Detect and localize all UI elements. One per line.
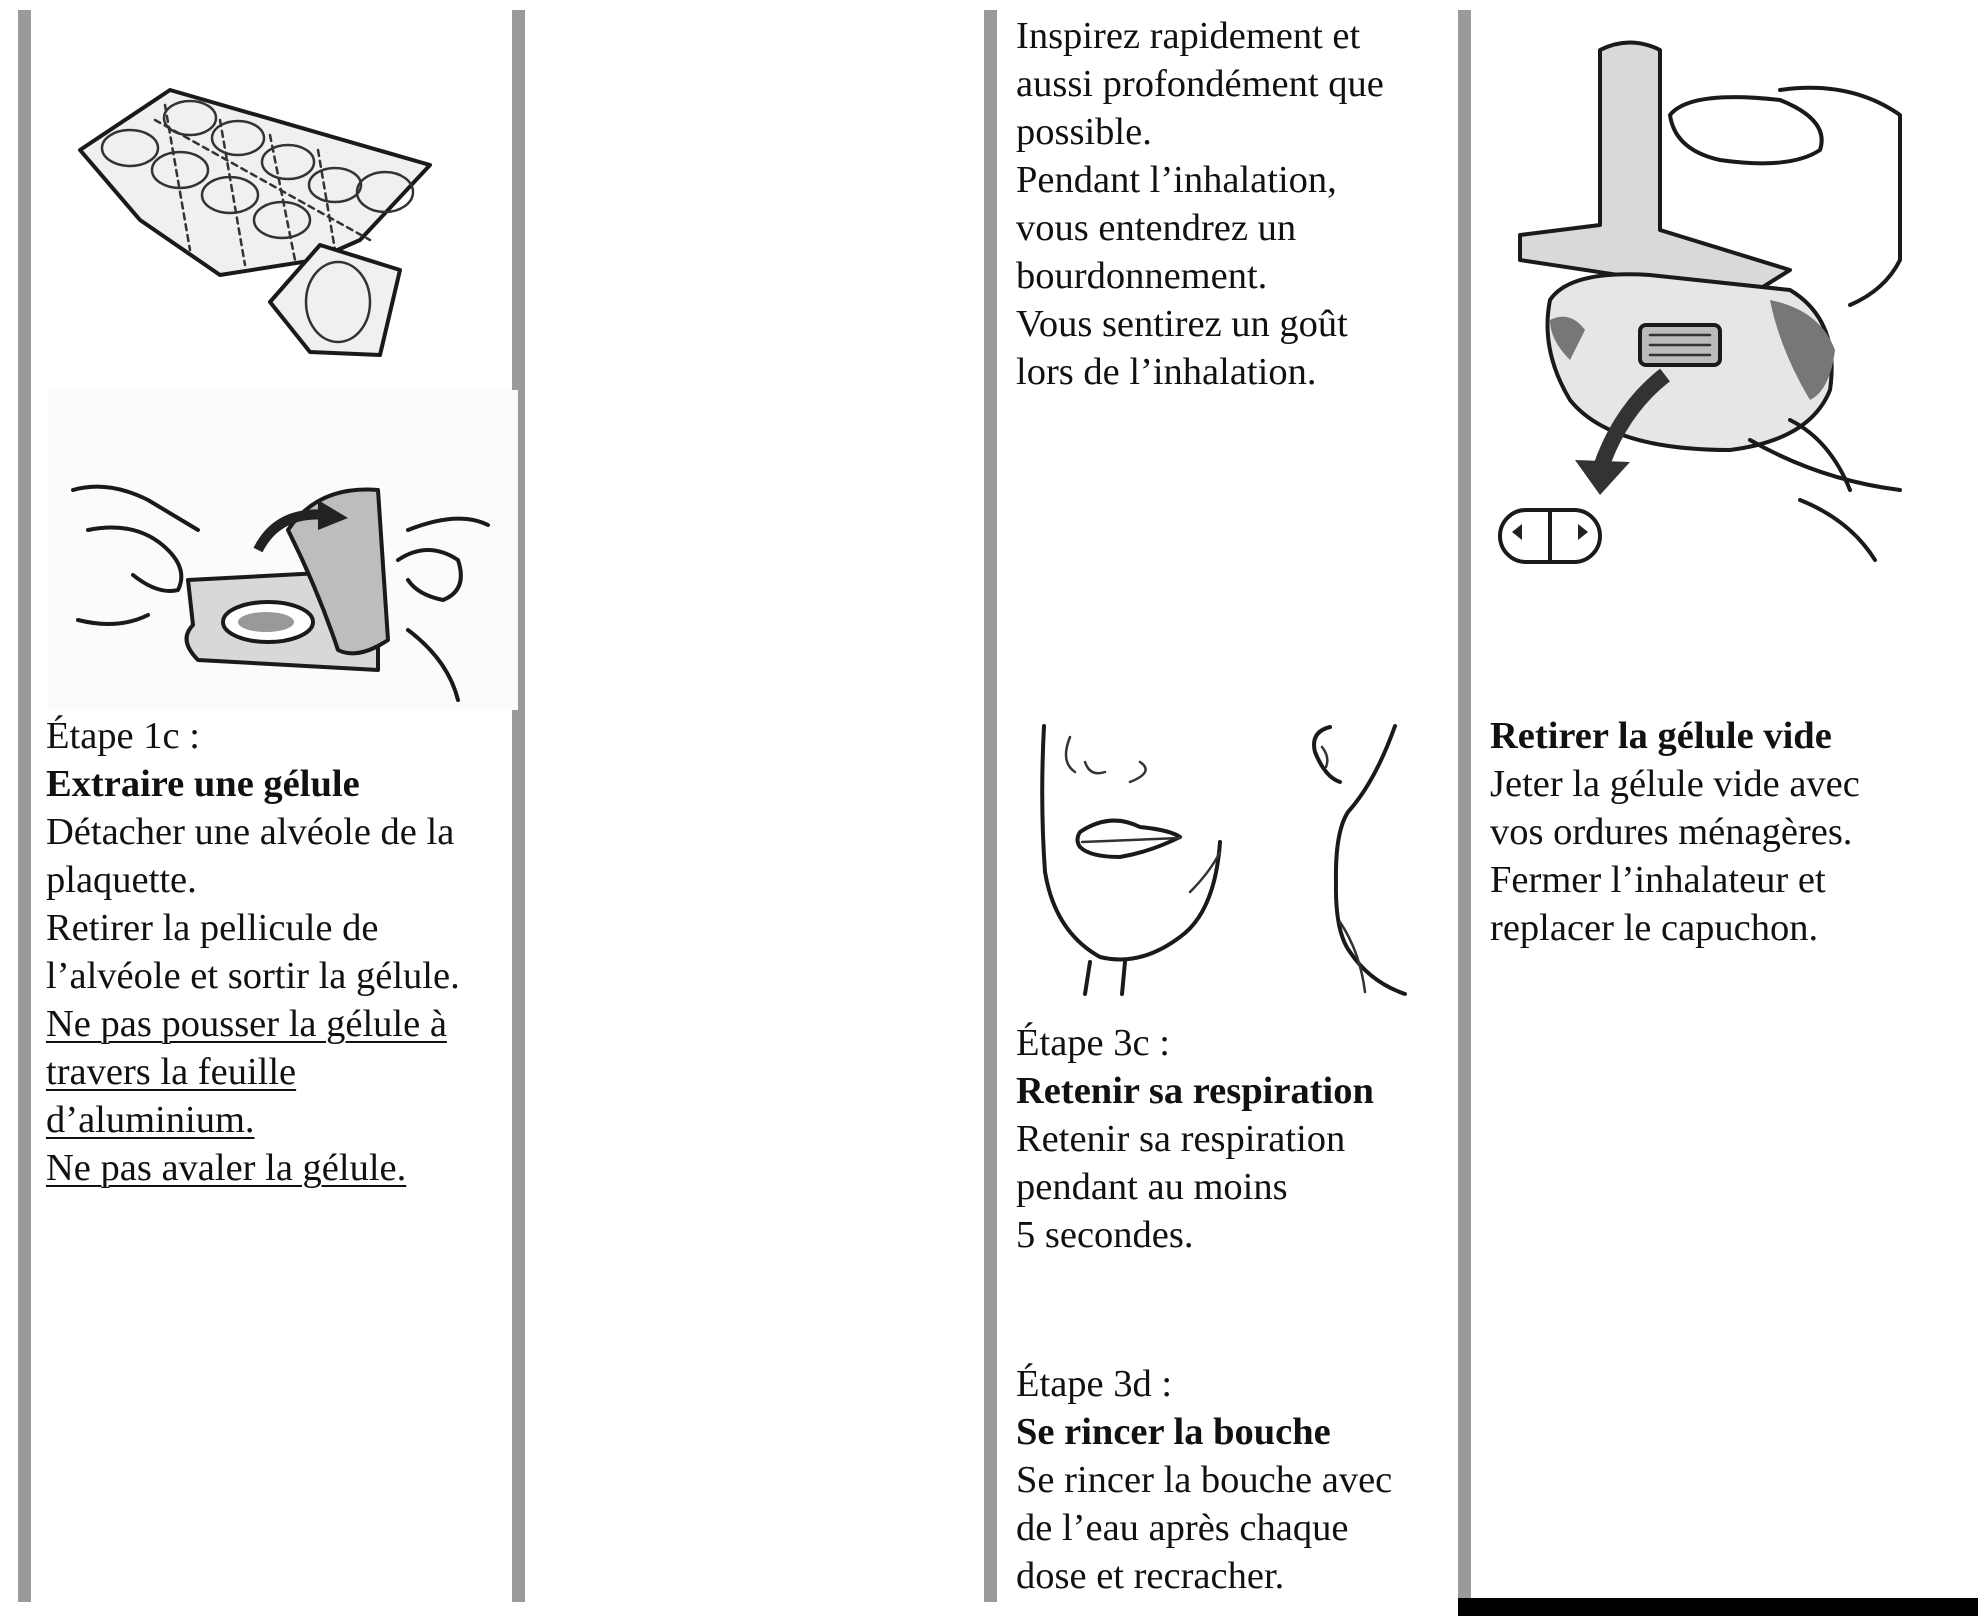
body-line: Se rincer la bouche avec [1016,1459,1393,1501]
step-label: Étape 3c : [1016,1022,1170,1064]
body-line: replacer le capuchon. [1490,907,1819,949]
body-line: Détacher une alvéole de la [46,811,455,853]
step-3d-section [1016,1360,1446,1600]
warning-line: Ne pas pousser la gélule à [46,1003,447,1045]
peel-blister-icon [48,390,518,720]
body-line: Retirer la pellicule de [46,907,379,949]
body-line: dose et recracher. [1016,1555,1285,1597]
body-line: Inspirez rapidement et [1016,15,1361,57]
body-line: Pendant l’inhalation, [1016,159,1337,201]
step-label: Étape 3d : [1016,1363,1173,1405]
body-line: Jeter la gélule vide avec [1490,763,1860,805]
face-profile-icon [1030,722,1430,1002]
step-title: Extraire une gélule [46,763,360,805]
step-3c-section [1016,1019,1446,1259]
body-line: l’alvéole et sortir la gélule. [46,955,460,997]
body-line: Retenir sa respiration [1016,1118,1346,1160]
step-label: Étape 1c : [46,715,200,757]
column-divider [984,10,997,1602]
body-line: possible. [1016,111,1152,153]
inhale-instructions [1016,12,1446,396]
body-line: lors de l’inhalation. [1016,351,1317,393]
body-line: vos ordures ménagères. [1490,811,1853,853]
step-title: Se rincer la bouche [1016,1411,1331,1453]
body-line: Fermer l’inhalateur et [1490,859,1826,901]
inhaler-eject-capsule-icon [1490,20,1930,580]
body-line: pendant au moins [1016,1166,1288,1208]
column-divider [512,10,525,1602]
body-line: plaquette. [46,859,197,901]
body-line: aussi profondément que [1016,63,1384,105]
body-line: de l’eau après chaque [1016,1507,1349,1549]
warning-line: d’aluminium. [46,1099,255,1141]
blister-strip-icon [70,70,450,370]
column-divider [18,10,31,1602]
body-line: 5 secondes. [1016,1214,1194,1256]
remove-capsule-section [1490,712,1970,952]
column-divider [1458,10,1471,1602]
warning-line: travers la feuille [46,1051,297,1093]
step-1c-section [46,712,506,1192]
footer-rule [1458,1598,1978,1616]
body-line: Vous sentirez un goût [1016,303,1348,345]
step-title: Retenir sa respiration [1016,1070,1374,1112]
section-title: Retirer la gélule vide [1490,715,1832,757]
warning-line: Ne pas avaler la gélule. [46,1147,407,1189]
body-line: bourdonnement. [1016,255,1268,297]
body-line: vous entendrez un [1016,207,1297,249]
